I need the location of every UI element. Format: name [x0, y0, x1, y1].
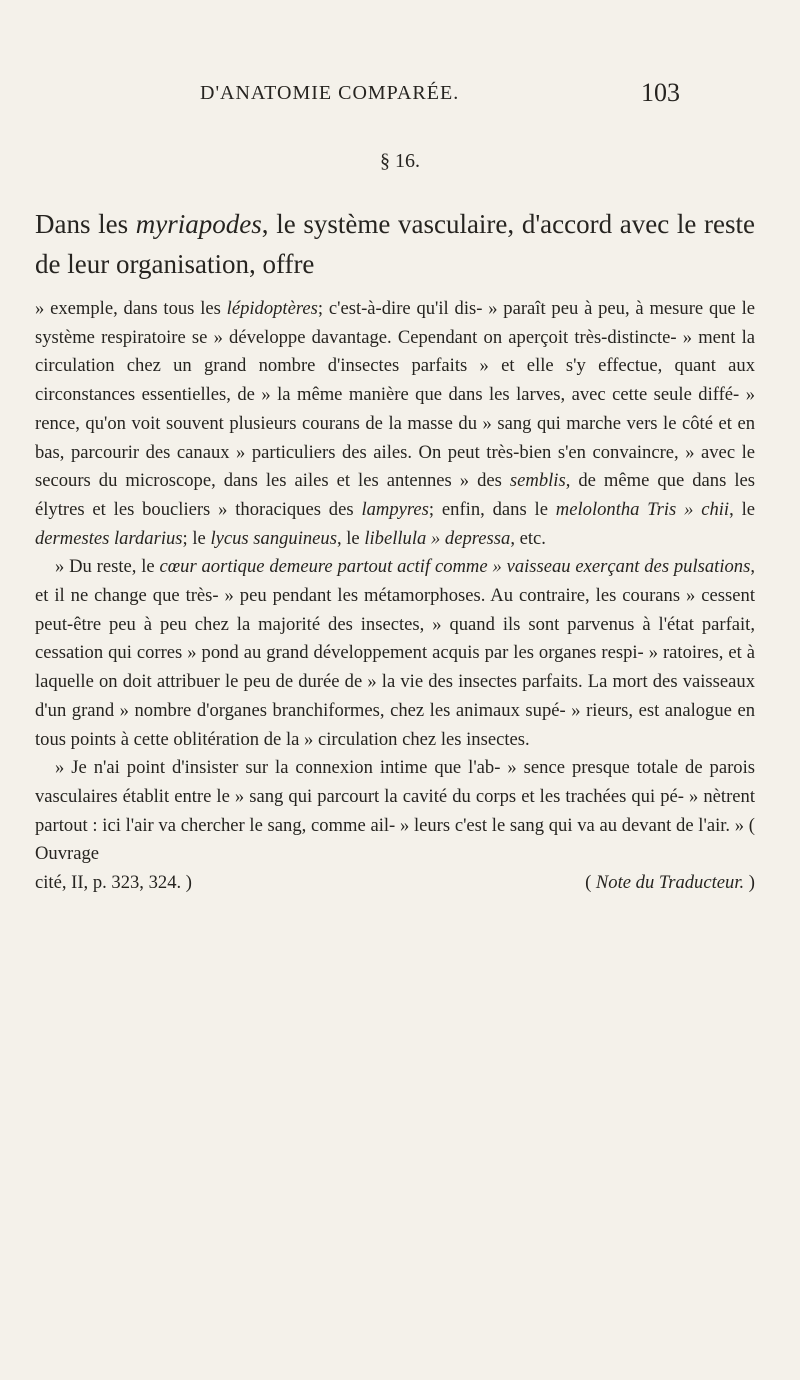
- lead-paragraph: [35, 204, 755, 284]
- note-italic: libellula » depressa: [364, 527, 511, 549]
- note-text: , etc.: [510, 527, 546, 549]
- lead-text-b: , le système vasculaire, d'accord avec le reste de leur organisation, offre: [35, 209, 755, 279]
- note-italic: cœur aortique demeure partout actif comme » vaisseau exerçant des pulsations: [159, 556, 751, 578]
- citation-reference: cité, II, p. 323, 324. ): [35, 872, 192, 894]
- translator-note-label: Note du Traducteur.: [595, 872, 745, 894]
- note-text: » Je n'ai point d'insister sur la connexion intime que l'ab- » sence presque totale de parois vasculaires établit entre le » sang qui parcourt la cavité du corps et les trachées qui pé- » nètrent partout : ici l'air va chercher le sang, comme ail- » leurs c'est le sang qui va au devant de l'air. » ( Ouvrage: [35, 757, 755, 865]
- note-text: » exemple, dans tous les: [35, 298, 227, 319]
- note-paragraph-3: [35, 754, 755, 869]
- note-text: ): [744, 872, 755, 894]
- note-italic: dermestes lardarius: [35, 527, 183, 549]
- note-text: , le: [729, 498, 756, 520]
- note-italic: melolontha Tris » chii: [555, 498, 730, 520]
- section-number: § 16.: [380, 150, 420, 172]
- quoted-note: [35, 295, 755, 898]
- lead-text: [35, 204, 755, 284]
- note-paragraph-2: [35, 553, 755, 754]
- note-text: , de même que dans les élytres et les boucliers » thoraciques des: [35, 470, 755, 520]
- translator-note: [585, 869, 755, 898]
- lead-text-a: Dans les: [35, 209, 136, 239]
- note-text: ; enfin, dans le: [428, 498, 556, 520]
- note-paragraph-1: [35, 295, 755, 553]
- note-text: ; le: [182, 527, 211, 549]
- running-title: D'ANATOMIE COMPARÉE.: [200, 82, 460, 104]
- note-text: , et il ne change que très- » peu pendant les métamorphoses. Au contraire, les courans » cessent peut-être peu à peu chez la majorité des insectes, » quand ils sont parvenus à l'état parfait, cessation qui corres » pond au grand développement acquis par les organes respi- » ratoires, et à laquelle on doit attribuer le peu de durée de » la vie des insectes parfaits. La mort des vaisseaux d'un grand » nombre d'organes branchiformes, chez les animaux supé- » rieurs, est analogue en tous points à cette oblitération de la » circulation chez les insectes.: [35, 556, 755, 750]
- note-text: (: [585, 872, 596, 894]
- note-italic: lépidoptères: [226, 298, 318, 319]
- page-number: 103: [641, 78, 680, 107]
- note-italic: semblis: [509, 470, 566, 492]
- note-text: ; c'est-à-dire qu'il dis- » paraît peu à peu, à mesure que le système respiratoire se » développe davantage. Cependant on aperçoit très-distincte- » ment la circulation chez un grand nombre d'insectes parfaits » et elle s'y effectue, quant aux circonstances essentielles, de » la même manière que dans les larves, avec cette seule diffé- » rence, qu'on voit souvent plusieurs courans de la masse du » sang qui marche vers le côté et en bas, parcourir des canaux » particuliers des ailes. On peut très-bien s'en convaincre, » avec le secours du microscope, dans les ailes et les antennes » des: [35, 298, 756, 492]
- note-citation-line: [35, 869, 755, 898]
- lead-italic-myriapodes: myriapodes: [135, 209, 262, 239]
- note-text: » Du reste, le: [55, 556, 160, 578]
- note-italic: lampyres: [361, 498, 429, 520]
- note-text: , le: [336, 527, 365, 549]
- note-italic: lycus sanguineus: [210, 527, 337, 549]
